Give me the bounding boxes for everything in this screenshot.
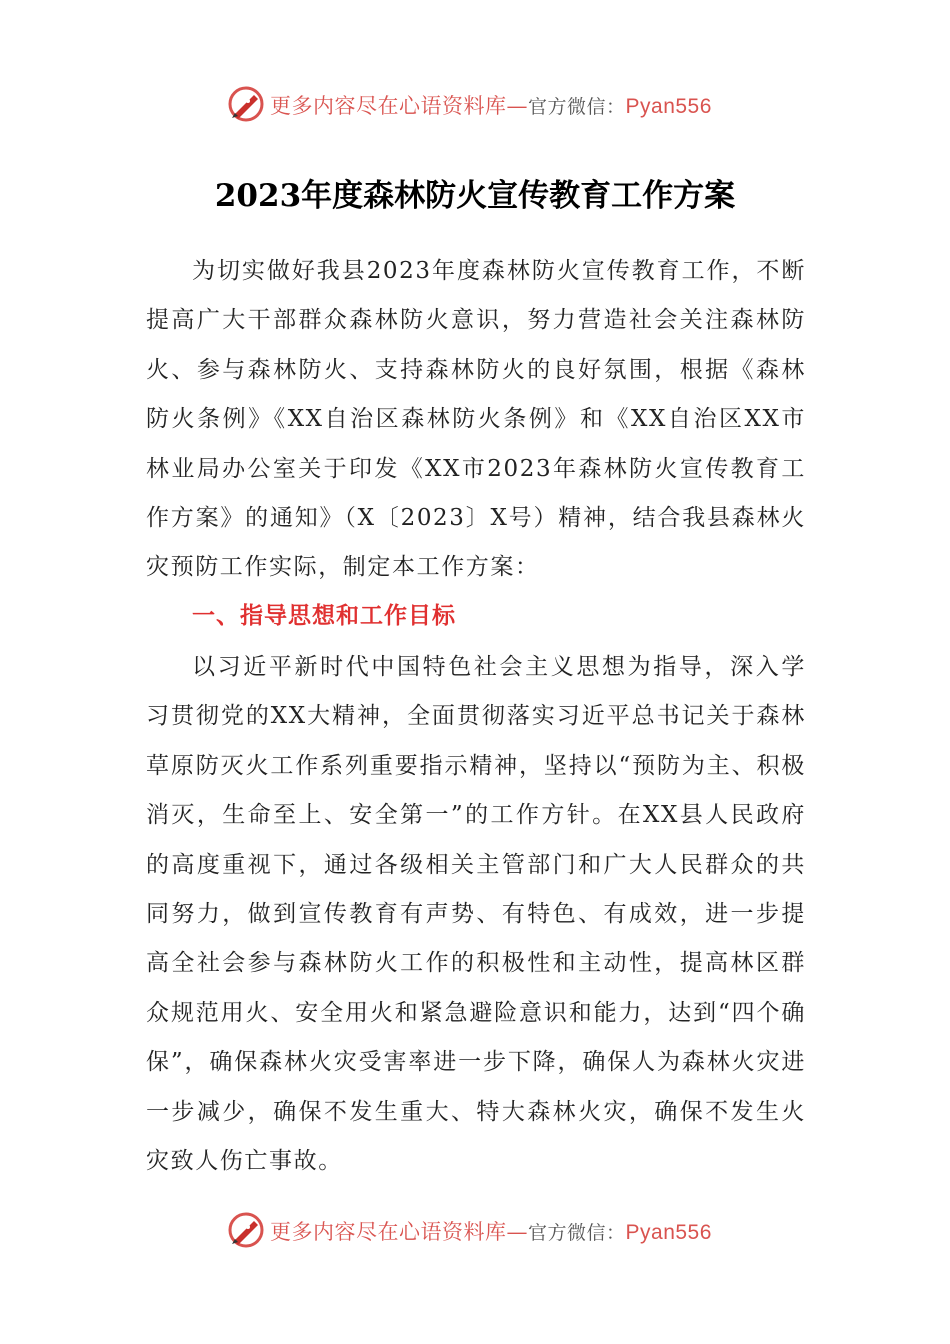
footer-wechat-label: 官方微信：	[528, 1222, 626, 1244]
footer-site-text: 更多内容尽在心语资料库—	[270, 1220, 528, 1244]
header-banner-text	[270, 90, 712, 120]
header-wechat-id: Pyan556	[625, 95, 712, 118]
footer-wechat-id: Pyan556	[625, 1221, 712, 1244]
pen-nib-logo-icon	[226, 1210, 266, 1250]
document-title: 2023年度森林防火宣传教育工作方案	[214, 178, 736, 214]
header-site-text: 更多内容尽在心语资料库—	[270, 94, 528, 118]
header-banner	[0, 82, 950, 126]
intro-paragraph: 为切实做好我县2023年度森林防火宣传教育工作，不断提高广大干部群众森林防火意识，努力营造社会关注森林防火、参与森林防火、支持森林防火的良好氛围，根据《森林防火条例》《XX自治区森林防火条例》和《XX自治区XX市林业局办公室关于印发《XX市2023年森林防火宣传教育工作方案》的通知》（X〔2023〕X号）精神，结合我县森林火灾预防工作实际，制定本工作方案：	[146, 258, 806, 581]
section-1-paragraph: 以习近平新时代中国特色社会主义思想为指导，深入学习贯彻党的XX大精神，全面贯彻落实习近平总书记关于森林草原防灭火工作系列重要指示精神，坚持以“预防为主、积极消灭，生命至上、安全第一”的工作方针。在XX县人民政府的高度重视下，通过各级相关主管部门和广大人民群众的共同努力，做到宣传教育有声势、有特色、有成效，进一步提高全社会参与森林防火工作的积极性和主动性，提高林区群众规范用火、安全用火和紧急避险意识和能力，达到“四个确保”，确保森林火灾受害率进一步下降，确保人为森林火灾进一步减少，确保不发生重大、特大森林火灾，确保不发生火灾致人伤亡事故。	[146, 654, 806, 1175]
section-1-heading: 一、指导思想和工作目标	[192, 603, 456, 629]
footer-banner-text	[270, 1216, 712, 1246]
footer-banner	[0, 1208, 950, 1252]
pen-nib-logo-icon	[226, 84, 266, 124]
header-wechat-label: 官方微信：	[528, 96, 626, 118]
